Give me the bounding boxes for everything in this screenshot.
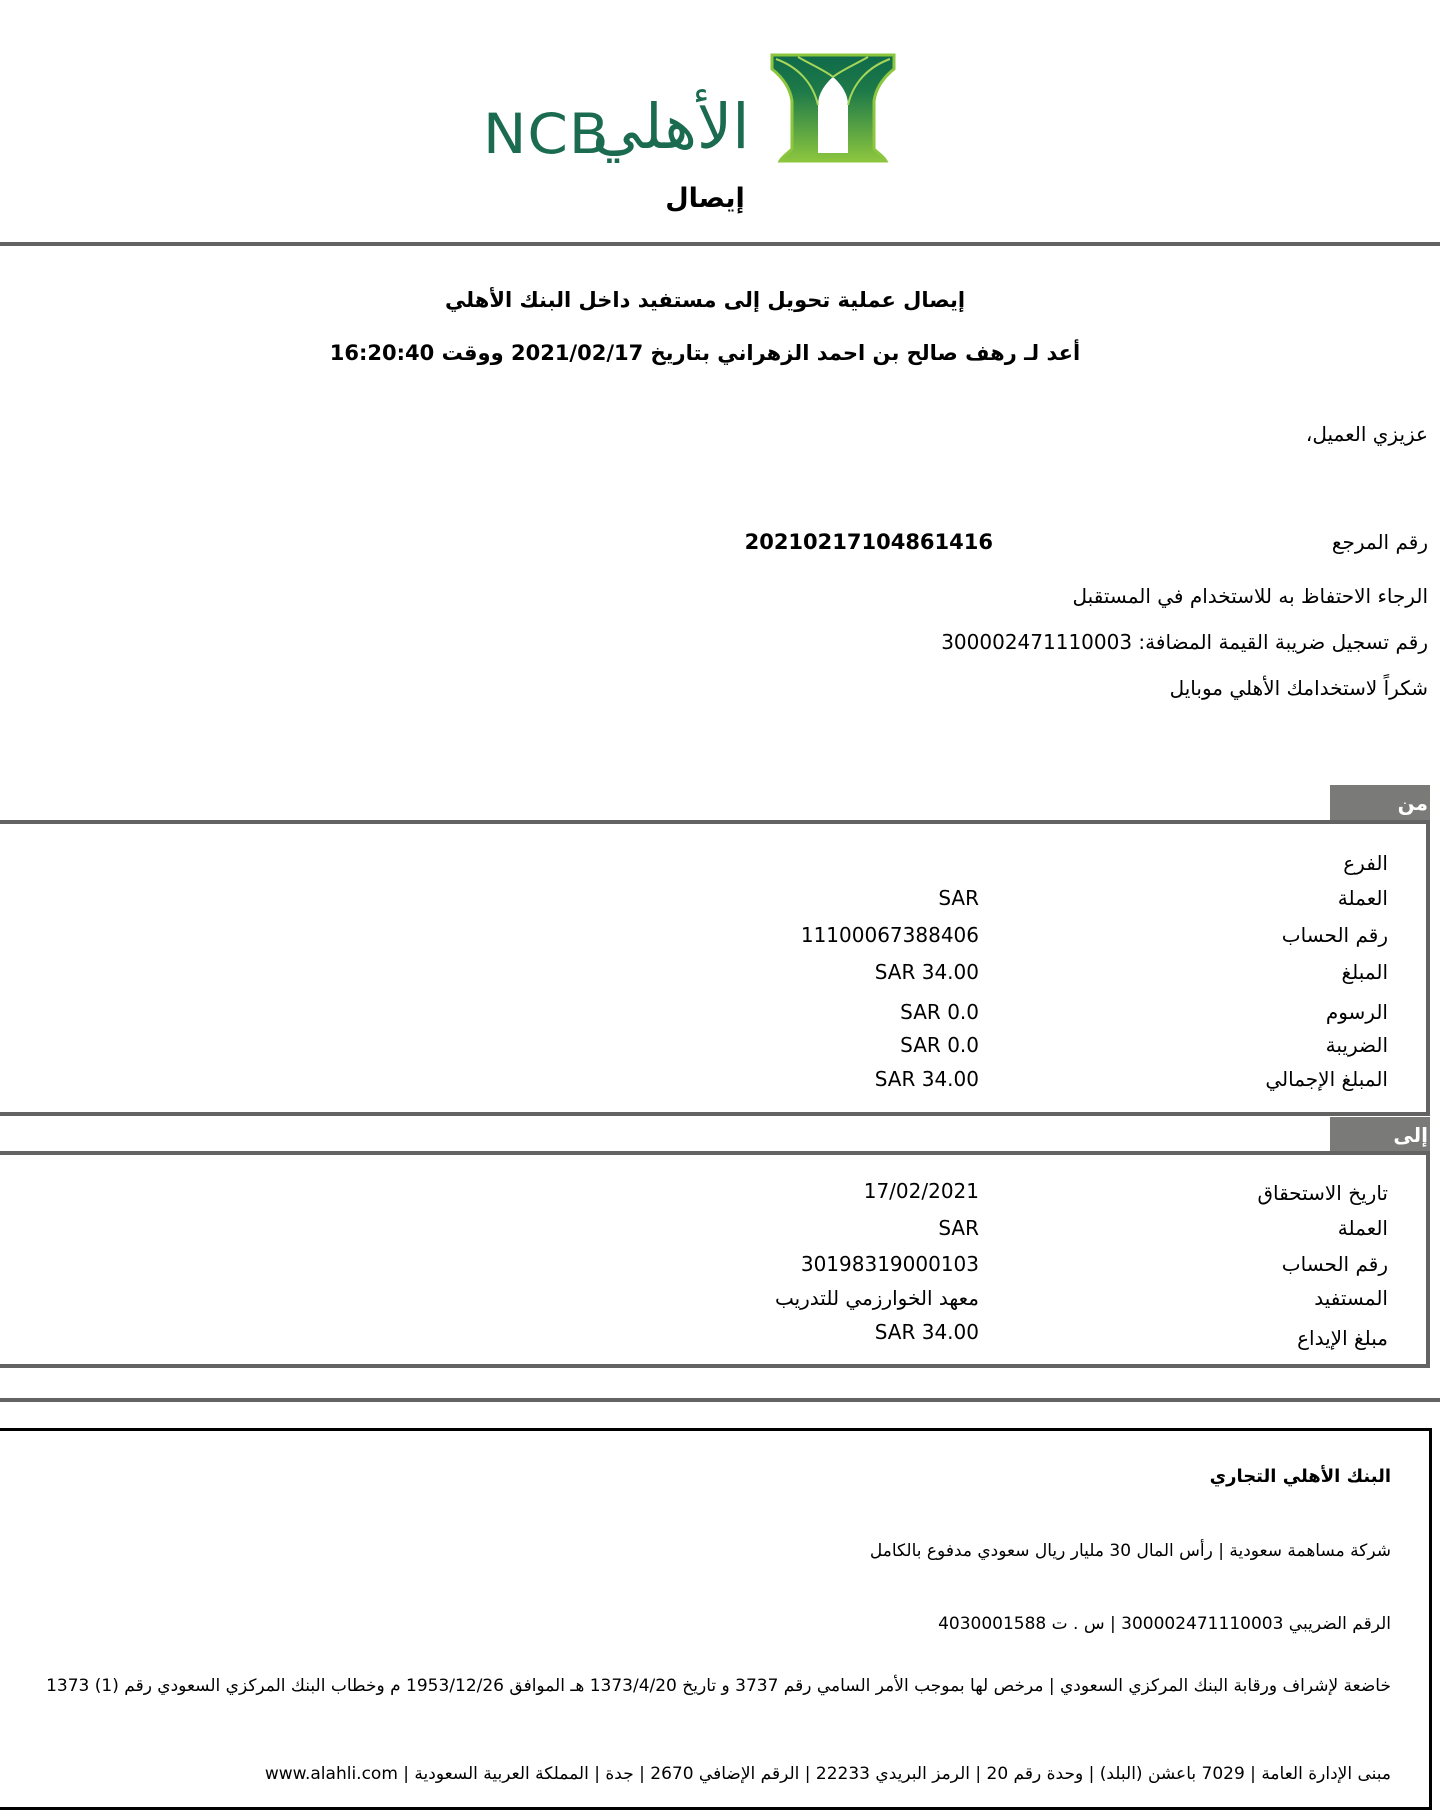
- footer-divider: [0, 1398, 1440, 1402]
- to-currency-label: العملة: [1337, 1216, 1388, 1240]
- from-branch-label: الفرع: [1343, 851, 1388, 875]
- header-divider: [0, 242, 1440, 246]
- footer-address: مبنى الإدارة العامة | 7029 باعشن (البلد) | وحدة رقم 20 | الرمز البريدي 22233 | الرقم الإضافي 2670 | جدة | المملكة العربية السعودية | www.alahli.com: [264, 1764, 1391, 1784]
- from-fees-label: الرسوم: [1325, 1000, 1388, 1024]
- footer-box: [0, 1428, 1432, 1810]
- reference-value: 20210217104861416: [744, 530, 993, 554]
- footer-tax-cr: الرقم الضريبي 300002471110003 | س . ت 4030001588: [938, 1614, 1391, 1634]
- logo-latin-text: NCB: [483, 101, 610, 167]
- to-due-date-label: تاريخ الاستحقاق: [1257, 1181, 1388, 1205]
- from-amount-label: المبلغ: [1341, 960, 1388, 984]
- to-currency-value: SAR: [938, 1216, 979, 1240]
- reference-label: رقم المرجع: [1331, 530, 1428, 554]
- prepared-for-heading: أعد لـ رهف صالح بن احمد الزهراني بتاريخ 2021/02/17 ووقت 16:20:40: [329, 341, 1081, 365]
- transaction-type-heading: إيصال عملية تحويل إلى مستفيد داخل البنك الأهلي: [444, 288, 966, 312]
- footer-bank-name: البنك الأهلي التجاري: [1209, 1466, 1391, 1487]
- ncb-arch-logo-icon: [768, 53, 898, 165]
- from-total-value: 34.00 SAR: [874, 1067, 979, 1091]
- from-tax-value: 0.0 SAR: [900, 1033, 979, 1057]
- to-deposit-amount-value: 34.00 SAR: [874, 1320, 979, 1344]
- from-section-tab: من: [1330, 785, 1430, 822]
- thanks-note: شكراً لاستخدامك الأهلي موبايل: [1169, 676, 1428, 700]
- from-fees-value: 0.0 SAR: [900, 1000, 979, 1024]
- to-account-value: 30198319000103: [800, 1252, 979, 1276]
- to-section-tab: إلى: [1330, 1117, 1430, 1154]
- logo-arabic-text: الأهلي: [592, 90, 750, 163]
- to-due-date-value: 17/02/2021: [863, 1179, 979, 1203]
- to-beneficiary-value: معهد الخوارزمي للتدريب: [774, 1286, 979, 1310]
- to-section-box: [0, 1151, 1430, 1368]
- from-currency-value: SAR: [938, 886, 979, 910]
- to-deposit-amount-label: مبلغ الإيداع: [1297, 1326, 1388, 1350]
- from-account-label: رقم الحساب: [1281, 923, 1388, 947]
- to-account-label: رقم الحساب: [1281, 1252, 1388, 1276]
- footer-capital: شركة مساهمة سعودية | رأس المال 30 مليار ريال سعودي مدفوع بالكامل: [869, 1541, 1391, 1561]
- ncb-logo: [480, 50, 900, 170]
- footer-regulation: خاضعة لإشراف ورقابة البنك المركزي السعودي | مرخص لها بموجب الأمر السامي رقم 3737 و تاريخ 1373/4/20 هـ الموافق 1953/12/26 م وخطاب البنك المركزي السعودي رقم (1) 1373: [46, 1676, 1391, 1696]
- vat-note: رقم تسجيل ضريبة القيمة المضافة: 300002471110003: [941, 630, 1428, 654]
- from-amount-value: 34.00 SAR: [874, 960, 979, 984]
- from-tax-label: الضريبة: [1325, 1033, 1388, 1057]
- from-account-value: 11100067388406: [800, 923, 979, 947]
- from-total-label: المبلغ الإجمالي: [1265, 1067, 1388, 1091]
- from-currency-label: العملة: [1337, 886, 1388, 910]
- from-section-box: [0, 820, 1430, 1116]
- greeting: عزيزي العميل،: [1305, 422, 1428, 446]
- to-beneficiary-label: المستفيد: [1314, 1286, 1388, 1310]
- keep-note: الرجاء الاحتفاظ به للاستخدام في المستقبل: [1072, 584, 1428, 608]
- receipt-title: إيصال: [665, 183, 745, 214]
